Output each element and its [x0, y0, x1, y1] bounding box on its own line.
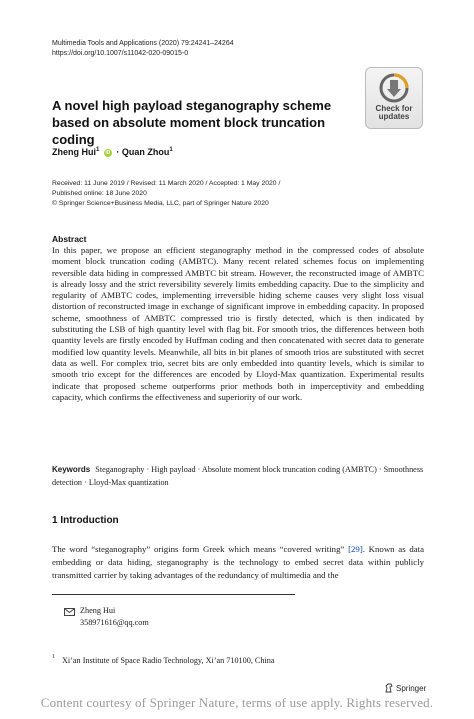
- envelope-icon: [64, 608, 75, 616]
- doi-link[interactable]: https://doi.org/10.1007/s11042-020-09015-0: [52, 50, 189, 57]
- publisher-name: Springer: [396, 684, 427, 693]
- published-date: Published online: 18 June 2020: [52, 190, 147, 197]
- keywords-label: Keywords: [52, 465, 91, 474]
- copyright-notice: © Springer Science+Business Media, LLC, part of Springer Nature 2020: [52, 200, 269, 207]
- author-list: [52, 147, 173, 157]
- badge-line1: Check for: [375, 104, 413, 113]
- author-name[interactable]: Zheng Hui: [52, 147, 96, 157]
- intro-text-start: The word “steganography” origins form Greek which means “covered writing”: [52, 544, 349, 554]
- abstract-text: In this paper, we propose an efficient steganography method in the compressed codes of absolute moment block truncation coding (AMBTC). Many recent related schemes focus on implementing reversible data hiding in compressed AMBTC bit stream. However, the reconstructed image of AMBTC is already lossy and the strict reversibility severely limits embedding capacity. Due to the simplicity and regularity of AMBTC codes, implementing irreversible hiding scheme causes very slight loss visual distortion of reconstructed image in exchange of significant improve in embedding capacity. In proposed scheme, smoothness of AMBTC compressed trio is firstly detected, which is then indicated by substituting the LSB of high quantity level with flag bit. For smooth trios, the differences between both quantity levels are firstly encoded by Huffman coding and then concatenated with secret data to generate modified low quantity levels. Meanwhile, all bits in bit planes of smooth trios are substituted with secret data as well. For complex trio, secret bits are only embedded into quantity levels, which is similar to smooth trio except for the differences are encoded by Lloyd-Max quantization. Experimental results indicate that proposed scheme outperforms prior methods both in imperceptivity and embedding capacity, which confirms the effectiveness and superiority of our work.: [52, 245, 424, 402]
- section-heading-introduction: 1 Introduction: [52, 515, 119, 526]
- abstract-heading: Abstract: [52, 234, 87, 244]
- contact-name: Zheng Hui: [80, 606, 116, 615]
- paper-title: A novel high payload steganography scheme based on absolute moment block truncation coding: [52, 98, 332, 147]
- contact-email[interactable]: 358971616@qq.com: [80, 618, 149, 627]
- intro-text-end: . Known as data embedding or data hiding, steganography is the technology to embed secret data within publicly transmitted carrier by taking advantages of the redundancy of multimedia and the: [52, 544, 424, 580]
- affiliation-number: 1: [52, 654, 55, 660]
- affiliation-marker: 1: [96, 147, 100, 153]
- affiliation-marker: 1: [169, 147, 173, 153]
- check-for-updates-badge[interactable]: [365, 67, 423, 129]
- orcid-icon[interactable]: iD: [105, 150, 111, 156]
- footnote-divider: [52, 594, 295, 595]
- introduction-text: [52, 543, 424, 581]
- badge-line2: updates: [378, 112, 410, 121]
- check-for-updates-icon: [379, 73, 409, 103]
- author-name[interactable]: Quan Zhou: [121, 147, 170, 157]
- author-separator: ·: [116, 147, 120, 157]
- keywords-list: Steganography · High payload · Absolute moment block truncation coding (AMBTC) · Smoothness detection · Lloyd-Max quantization: [52, 465, 424, 487]
- journal-citation: Multimedia Tools and Applications (2020) 79:24241–24264: [52, 40, 234, 47]
- courtesy-notice: Content courtesy of Springer Nature, terms of use apply. Rights reserved.: [40, 695, 434, 710]
- received-dates: Received: 11 June 2019 / Revised: 11 March 2020 / Accepted: 1 May 2020 /: [52, 180, 281, 187]
- citation-link[interactable]: [29]: [348, 544, 363, 554]
- affiliation-text: Xi’an Institute of Space Radio Technology, Xi’an 710100, China: [62, 656, 275, 665]
- keywords-block: [52, 464, 424, 489]
